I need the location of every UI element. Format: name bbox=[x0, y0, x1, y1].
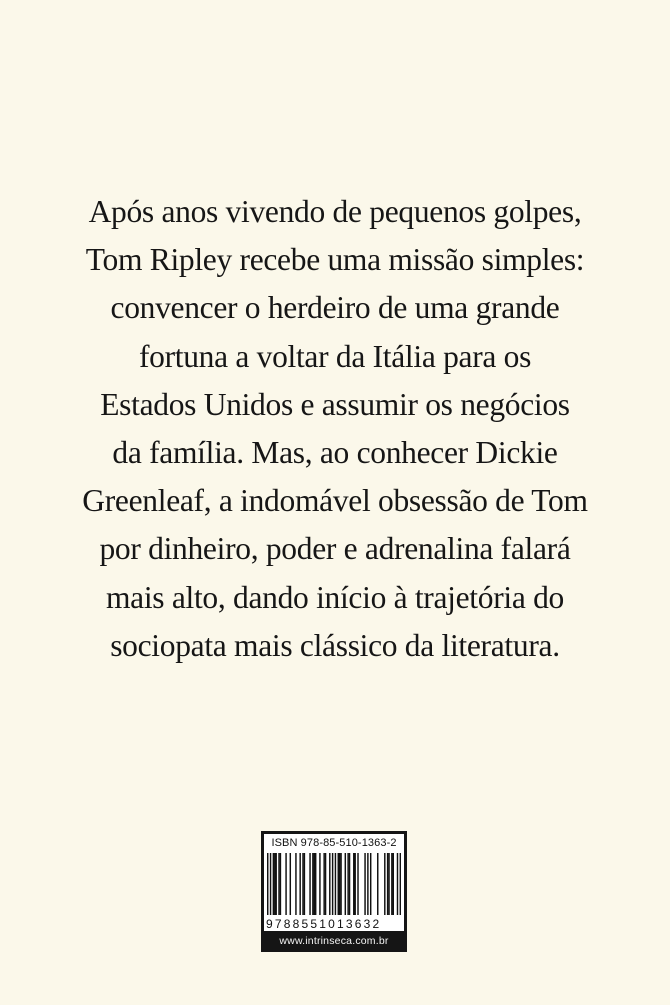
barcode-bar bbox=[339, 853, 340, 915]
barcode-bar bbox=[384, 853, 385, 915]
synopsis-line: Tom Ripley recebe uma missão simples: bbox=[85, 242, 585, 278]
barcode-bar bbox=[388, 853, 389, 915]
synopsis-line: Após anos vivendo de pequenos golpes, bbox=[88, 194, 582, 229]
barcode-bar bbox=[275, 853, 276, 915]
barcode-bar bbox=[319, 853, 320, 915]
barcode-bar bbox=[335, 853, 336, 915]
barcode-bar bbox=[393, 853, 394, 915]
barcode-bar bbox=[285, 853, 286, 915]
barcode-bar bbox=[367, 853, 368, 915]
barcode-bar bbox=[400, 853, 401, 915]
synopsis-line: Greenleaf, a indomável obsessão de Tom bbox=[82, 483, 588, 519]
barcode-bar bbox=[338, 853, 339, 915]
barcode-bar bbox=[387, 853, 388, 915]
barcode-bar bbox=[309, 853, 310, 915]
barcode-bar bbox=[353, 853, 354, 915]
barcode-bar bbox=[349, 853, 350, 915]
barcode-bar bbox=[357, 853, 358, 915]
synopsis-line: fortuna a voltar da Itália para os bbox=[138, 338, 532, 374]
barcode-bar bbox=[299, 853, 300, 915]
barcode-bar bbox=[347, 853, 348, 915]
synopsis-line: mais alto, dando início à trajetória do bbox=[105, 579, 565, 615]
barcode-bar bbox=[290, 853, 291, 915]
barcode-bar bbox=[302, 853, 303, 915]
barcode-bar bbox=[274, 853, 275, 915]
barcode-bar bbox=[315, 853, 316, 915]
barcode-bar bbox=[278, 853, 279, 915]
barcode-bar bbox=[340, 853, 341, 915]
barcode-bar bbox=[332, 853, 333, 915]
barcode-icon bbox=[267, 853, 401, 915]
barcode-bar bbox=[323, 853, 324, 915]
barcode-bar bbox=[280, 853, 281, 915]
isbn-barcode-block bbox=[261, 831, 407, 952]
synopsis-line: convencer o herdeiro de uma grande bbox=[110, 290, 560, 326]
barcode-bar bbox=[370, 853, 371, 915]
barcode-bar bbox=[391, 853, 392, 915]
synopsis-line: Estados Unidos e assumir os negócios bbox=[100, 386, 570, 422]
publisher-url: www.intrinseca.com.br bbox=[261, 931, 407, 952]
barcode-bar bbox=[377, 853, 378, 915]
barcode-bar bbox=[354, 853, 355, 915]
barcode-bar bbox=[273, 853, 274, 915]
barcode-digits: 9788551013632 bbox=[266, 917, 382, 931]
synopsis-text bbox=[70, 188, 600, 670]
barcode-bar bbox=[325, 853, 326, 915]
barcode-bar bbox=[345, 853, 346, 915]
barcode-bar bbox=[267, 853, 268, 915]
synopsis-line: por dinheiro, poder e adrenalina falará bbox=[99, 531, 571, 567]
barcode-bar bbox=[397, 853, 398, 915]
barcode-bar bbox=[329, 853, 330, 915]
barcode-bar bbox=[295, 853, 296, 915]
synopsis-line: sociopata mais clássico da literatura. bbox=[110, 627, 560, 663]
barcode-bar bbox=[364, 853, 365, 915]
barcode-bar bbox=[314, 853, 315, 915]
barcode-bar bbox=[304, 853, 305, 915]
isbn-label: ISBN 978-85-510-1363-2 bbox=[271, 837, 397, 849]
barcode-bar bbox=[270, 853, 271, 915]
synopsis-line: da família. Mas, ao conhecer Dickie bbox=[112, 435, 558, 471]
barcode-bar bbox=[312, 853, 313, 915]
